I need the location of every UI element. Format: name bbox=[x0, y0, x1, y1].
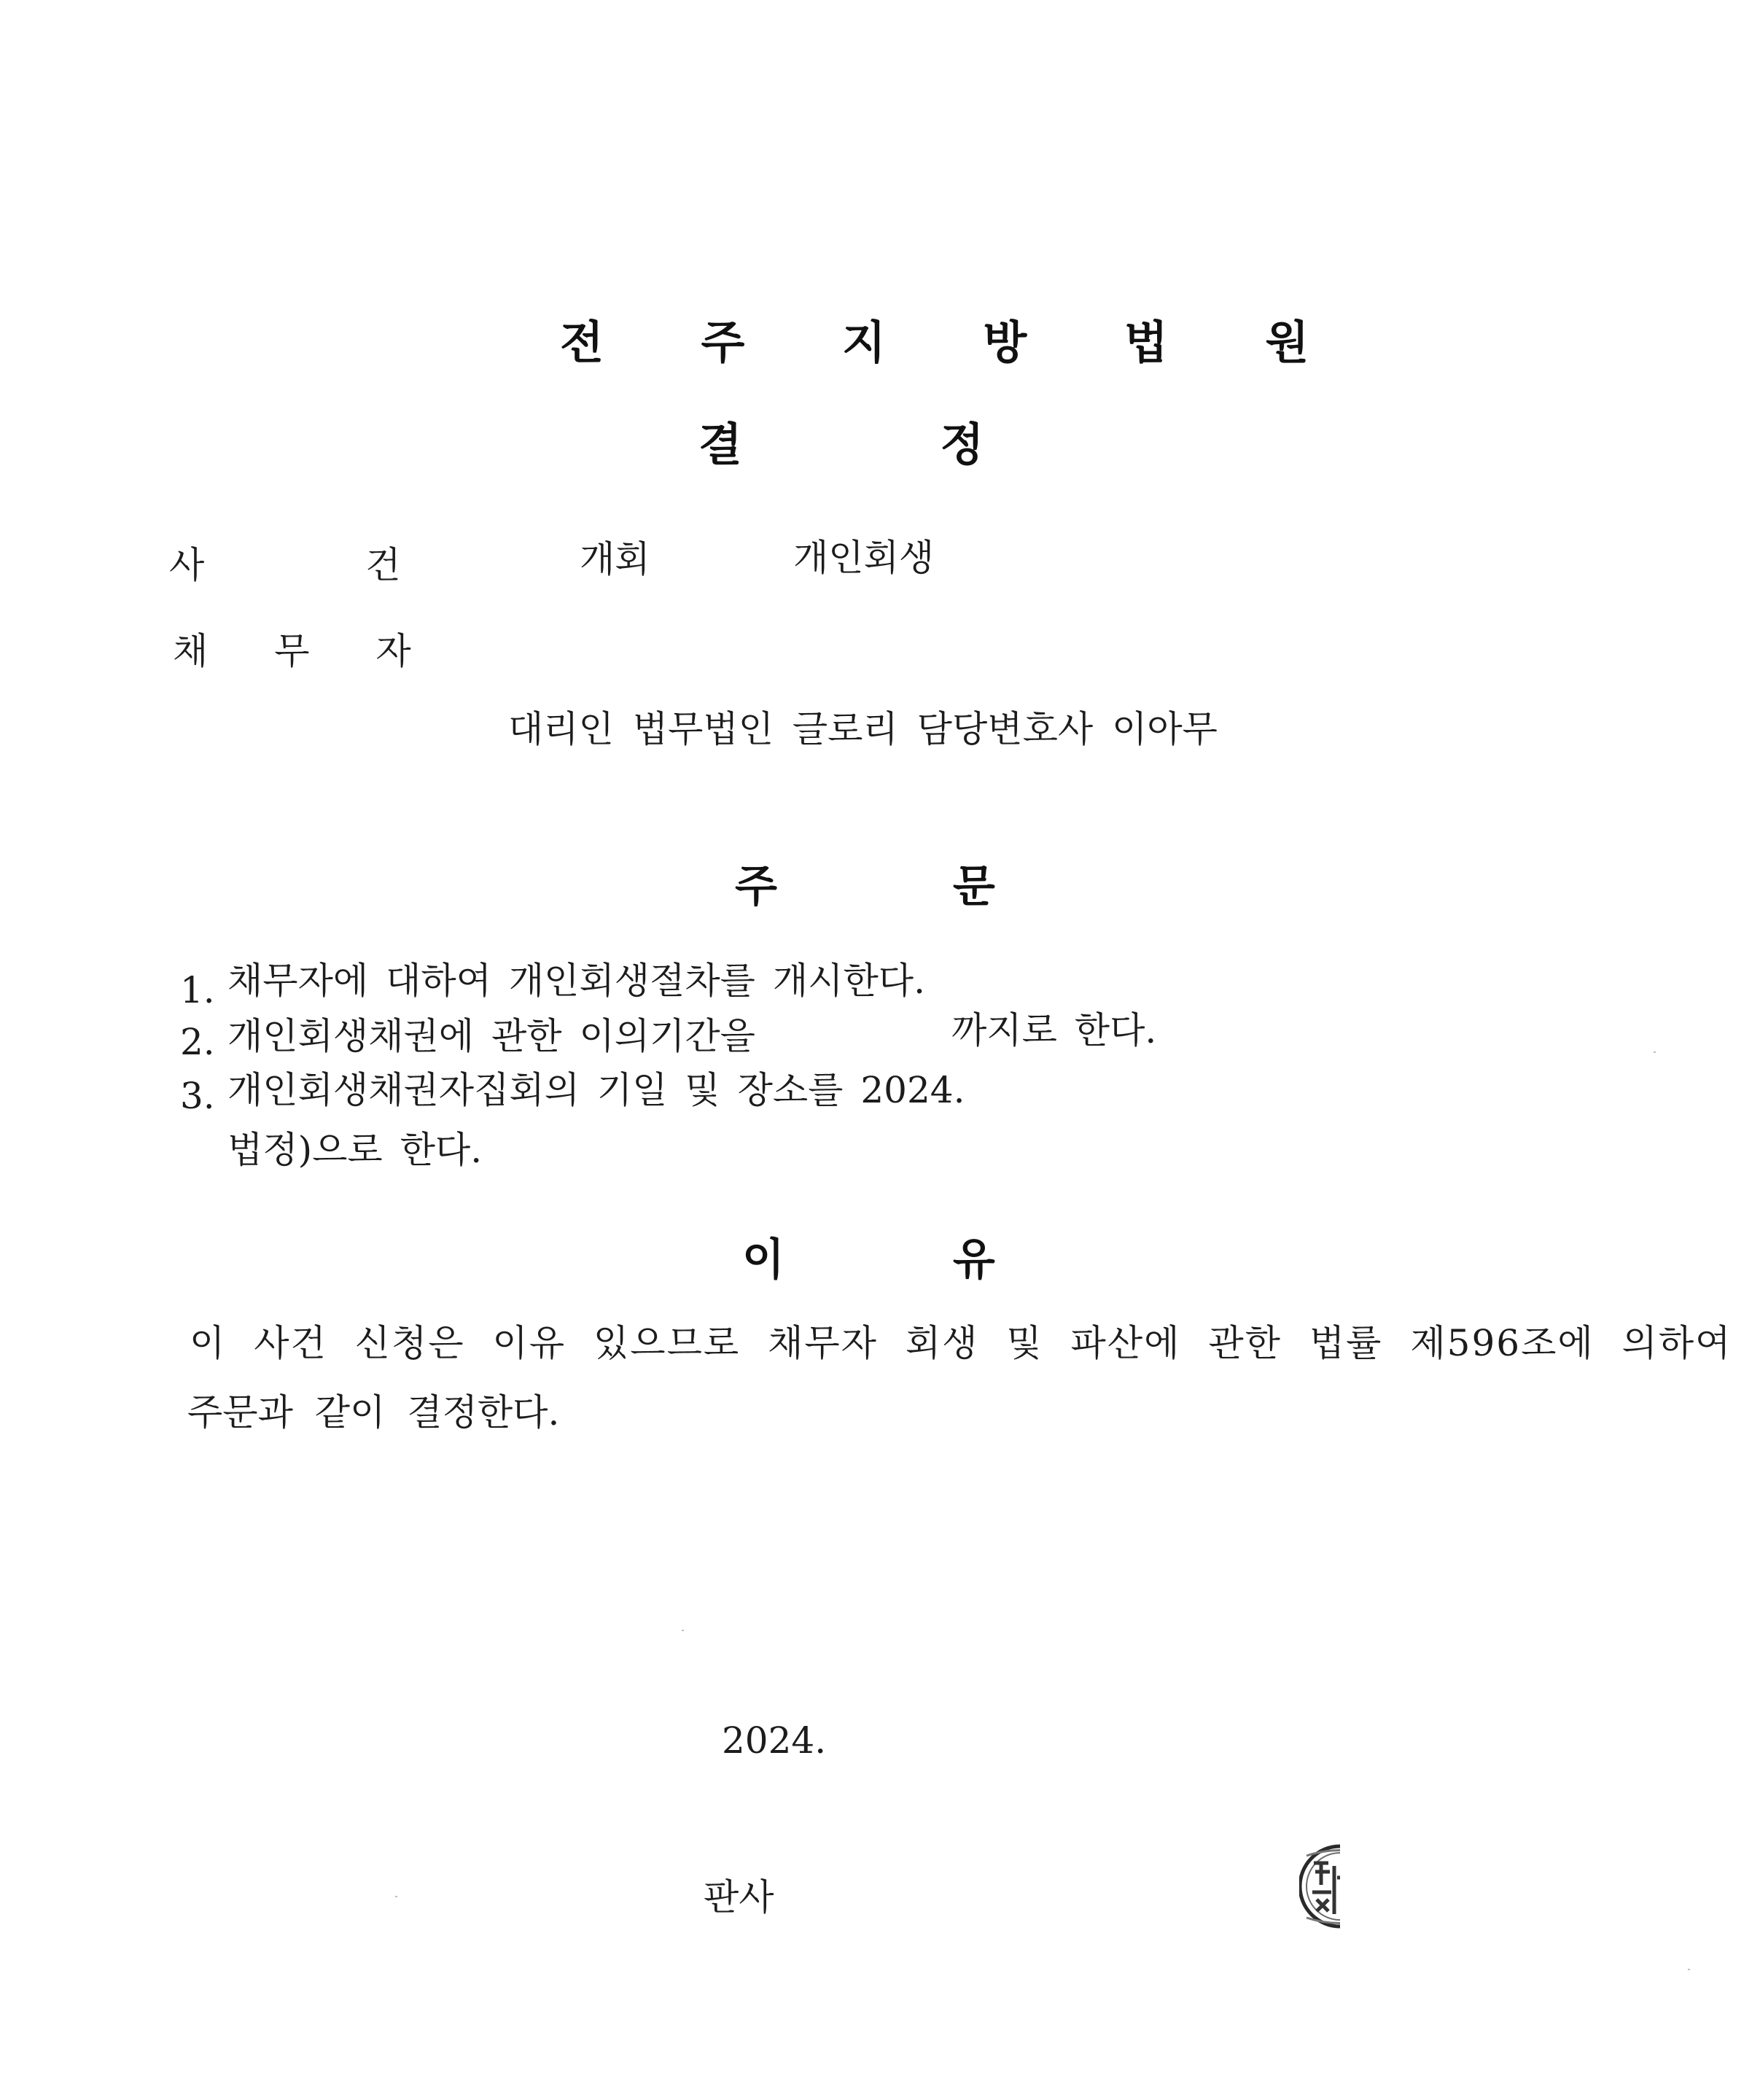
order-item-number: 3. bbox=[180, 1075, 215, 1117]
scan-speck bbox=[395, 1896, 397, 1897]
case-label: 사 건 bbox=[169, 544, 401, 586]
court-name: 전 주 지 방 법 원 bbox=[560, 316, 1350, 369]
order-item-continuation: 법정)으로 한다. bbox=[227, 1129, 483, 1171]
scan-speck bbox=[1688, 1969, 1690, 1970]
order-item-tail: 까지로 한다. bbox=[951, 1009, 1157, 1051]
reason-text-line: 주문과 같이 결정한다. bbox=[187, 1391, 560, 1434]
order-item-number: 2. bbox=[180, 1021, 215, 1063]
order-item-text: 개인회생채권에 관한 이의기간을 bbox=[227, 1015, 755, 1057]
scan-speck bbox=[682, 1630, 684, 1631]
decision-date: 2024. bbox=[722, 1719, 827, 1762]
order-item-text: 채무자에 대하여 개인회생절차를 개시한다. bbox=[227, 960, 925, 1002]
reason-heading: 이 유 bbox=[742, 1234, 995, 1286]
order-item-number: 1. bbox=[180, 969, 215, 1011]
scan-speck bbox=[1654, 1051, 1656, 1053]
debtor-agent: 대리인 법무법인 글로리 담당변호사 이아무 bbox=[508, 708, 1218, 750]
case-number: 개회 bbox=[580, 538, 650, 580]
debtor-label: 채 무 자 bbox=[173, 630, 411, 672]
document-type-title: 결 정 bbox=[698, 418, 984, 471]
order-heading: 주 문 bbox=[735, 861, 995, 912]
court-seal-stamp bbox=[1299, 1841, 1340, 1932]
reason-text-line: 이 사건 신청은 이유 있으므로 채무자 회생 및 파산에 관한 법률 제596조에 의하여 bbox=[190, 1322, 1732, 1364]
case-type: 개인회생 bbox=[793, 537, 935, 579]
order-item-text: 개인회생채권자집회의 기일 및 장소를 2024. bbox=[227, 1069, 965, 1111]
judge-label: 판사 bbox=[704, 1876, 774, 1918]
court-seal bbox=[1299, 1841, 1340, 1932]
